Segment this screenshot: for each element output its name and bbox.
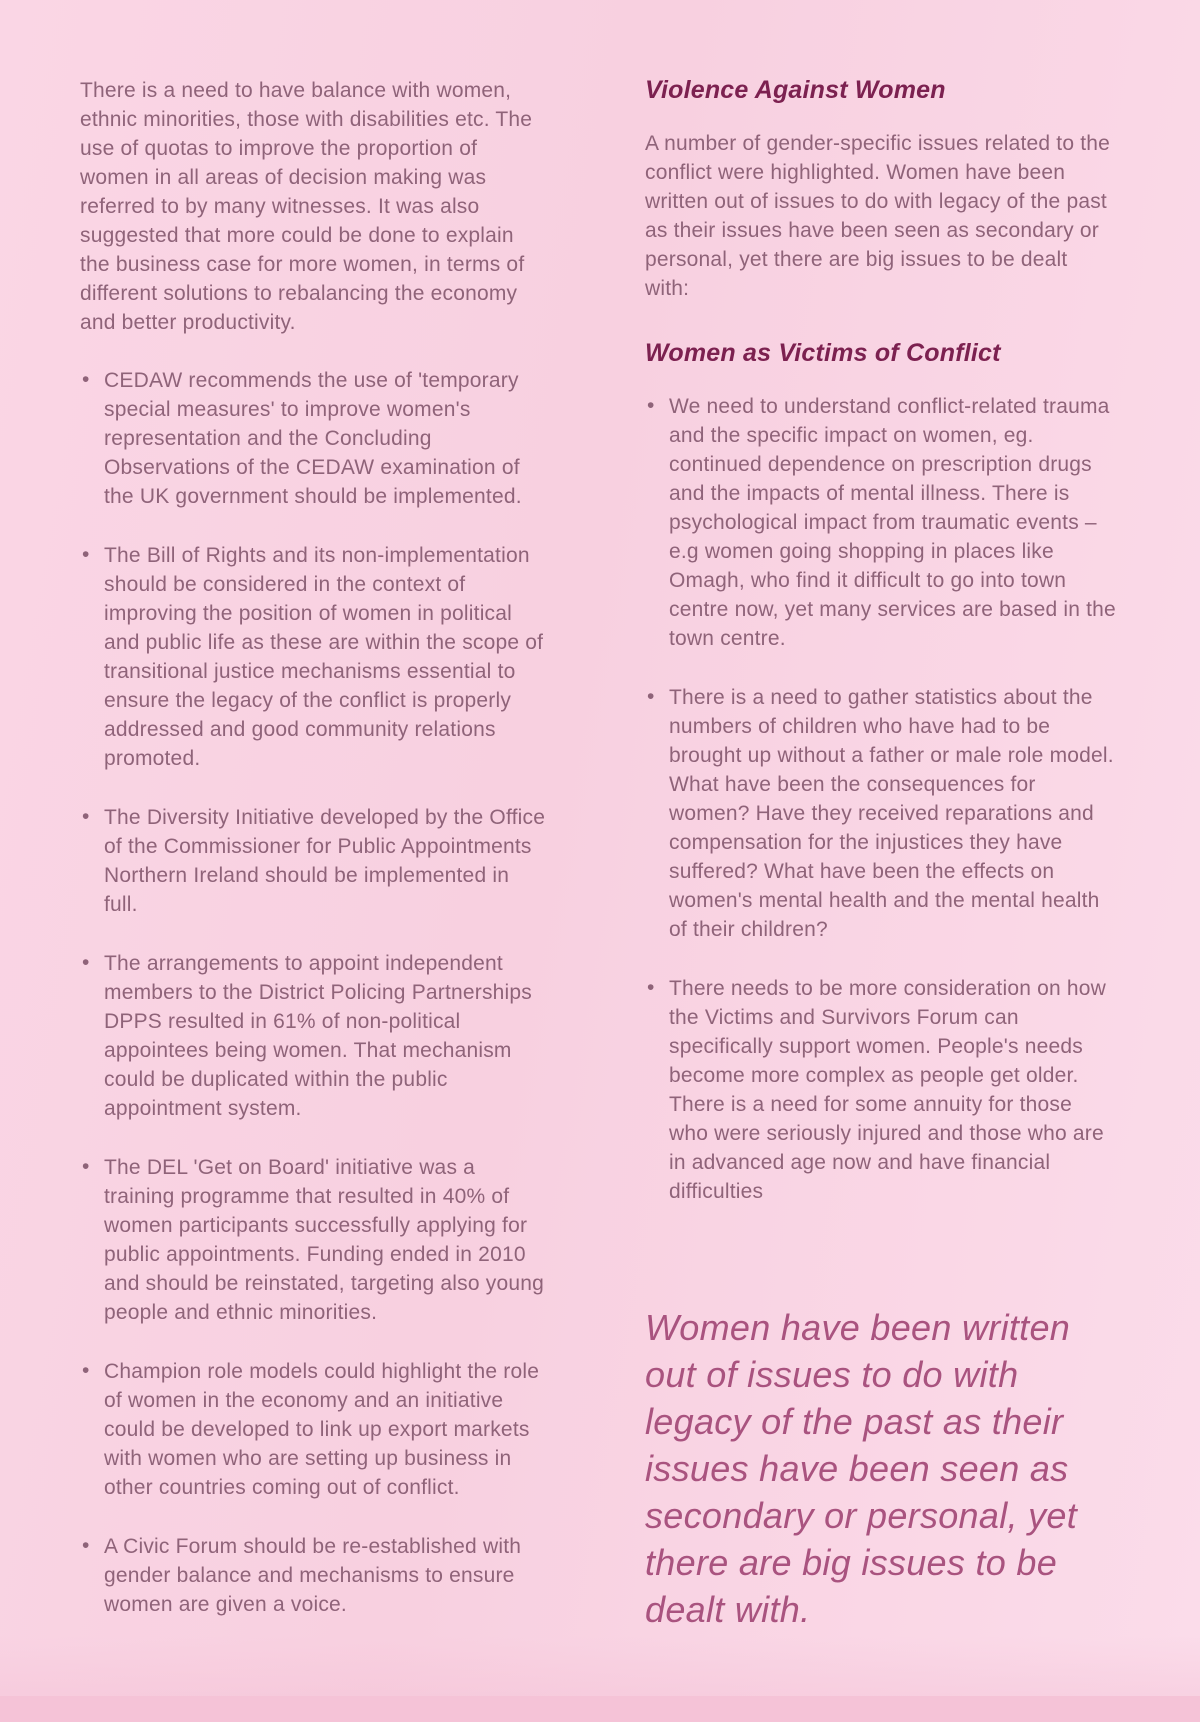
list-item: • The arrangements to appoint independent members to the District Policing Partnerships DPPS resulted in 61% of non-political appointees being women. That mechanism could be duplicated within the public appointment system. <box>80 949 546 1123</box>
left-bullet-list <box>80 366 546 1619</box>
list-item: • There needs to be more consideration on how the Victims and Survivors Forum can specifically support women. People's needs become more complex as people get older. There is a need for some annuity for those who were seriously injured and those who are in advanced age now and have financial difficulties <box>645 974 1117 1206</box>
violence-paragraph: A number of gender-specific issues related to the conflict were highlighted. Women have been written out of issues to do with legacy of the past as their issues have been seen as secondary or personal, yet there are big issues to be dealt with: <box>645 132 1111 300</box>
pull-quote: Women have been written out of issues to do with legacy of the past as their issues have been seen as secondary or personal, yet there are big issues to be dealt with. <box>645 1307 1078 1630</box>
list-item: • CEDAW recommends the use of 'temporary special measures' to improve women's representation and the Concluding Observations of the CEDAW examination of the UK government should be implemented. <box>80 366 546 511</box>
right-column <box>645 76 1117 1633</box>
section-heading-violence-against-women: Violence Against Women <box>645 76 946 104</box>
list-item: • Champion role models could highlight the role of women in the economy and an initiative could be developed to link up export markets with women who are setting up business in other countries coming out of conflict. <box>80 1357 546 1502</box>
right-bullet-list <box>645 392 1117 1206</box>
list-item: • The DEL 'Get on Board' initiative was a training programme that resulted in 40% of women participants successfully applying for public appointments. Funding ended in 2010 and should be reinstated, targeting also young people and ethnic minorities. <box>80 1153 546 1327</box>
page-bottom-shade <box>0 1636 1200 1696</box>
list-item: • We need to understand conflict-related trauma and the specific impact on women, eg. continued dependence on prescription drugs and the impacts of mental illness. There is psychological impact from traumatic events – e.g women going shopping in places like Omagh, who find it difficult to go into town centre now, yet many services are based in the town centre. <box>645 392 1117 653</box>
list-item: • The Bill of Rights and its non-implementation should be considered in the context of improving the position of women in political and public life as these are within the scope of transitional justice mechanisms essential to ensure the legacy of the conflict is properly addressed and good community relations promoted. <box>80 541 546 773</box>
left-column <box>80 76 546 1649</box>
list-item: • The Diversity Initiative developed by the Office of the Commissioner for Public Appointments Northern Ireland should be implemented in full. <box>80 803 546 919</box>
intro-paragraph: There is a need to have balance with women, ethnic minorities, those with disabilities etc. The use of quotas to improve the proportion of women in all areas of decision making was referred to by many witnesses. It was also suggested that more could be done to explain the business case for more women, in terms of different solutions to rebalancing the economy and better productivity. <box>80 79 533 334</box>
section-heading-women-as-victims: Women as Victims of Conflict <box>645 339 1001 367</box>
page-bottom-edge <box>0 1696 1200 1722</box>
list-item: • A Civic Forum should be re-established with gender balance and mechanisms to ensure women are given a voice. <box>80 1532 546 1619</box>
list-item: • There is a need to gather statistics about the numbers of children who have had to be brought up without a father or male role model. What have been the consequences for women? Have they received reparations and compensation for the injustices they have suffered? What have been the effects on women's mental health and the mental health of their children? <box>645 683 1117 944</box>
